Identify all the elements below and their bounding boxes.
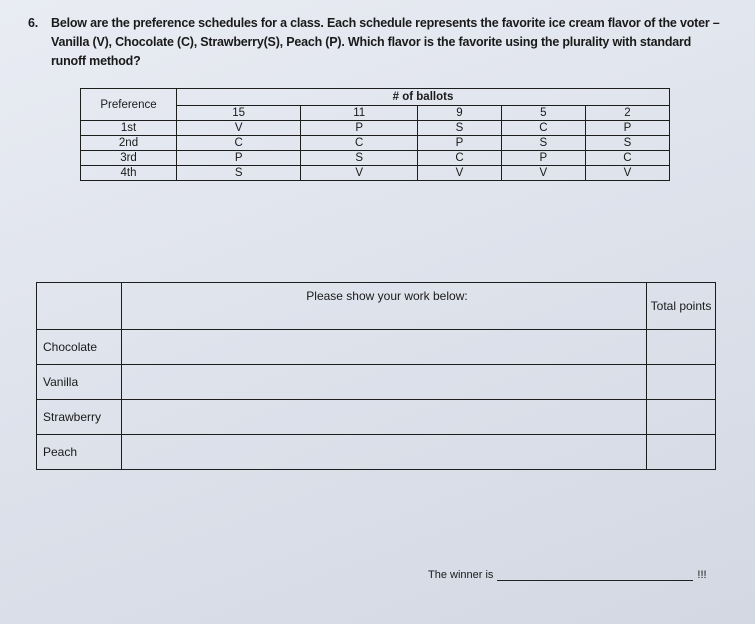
rank-label: 2nd bbox=[81, 136, 177, 151]
question bbox=[28, 14, 728, 71]
work-cell-vanilla[interactable] bbox=[122, 365, 647, 400]
choice-cell: S bbox=[501, 136, 585, 151]
rank-row bbox=[81, 136, 670, 151]
work-cell-strawberry[interactable] bbox=[122, 400, 647, 435]
preference-header: Preference bbox=[81, 89, 177, 121]
rank-label: 4th bbox=[81, 166, 177, 181]
flavor-label-vanilla: Vanilla bbox=[37, 365, 122, 400]
rank-label: 3rd bbox=[81, 151, 177, 166]
choice-cell: S bbox=[418, 121, 502, 136]
choice-cell: V bbox=[418, 166, 502, 181]
choice-cell: S bbox=[177, 166, 301, 181]
flavor-label-peach: Peach bbox=[37, 435, 122, 470]
ballot-count: 9 bbox=[418, 106, 502, 121]
winner-blank[interactable] bbox=[497, 568, 693, 581]
choice-cell: S bbox=[301, 151, 418, 166]
total-cell-vanilla[interactable] bbox=[647, 365, 716, 400]
total-cell-chocolate[interactable] bbox=[647, 330, 716, 365]
ballot-count: 5 bbox=[501, 106, 585, 121]
choice-cell: C bbox=[177, 136, 301, 151]
ballot-count: 15 bbox=[177, 106, 301, 121]
winner-suffix: !!! bbox=[697, 569, 707, 581]
ballot-count: 2 bbox=[585, 106, 669, 121]
total-cell-peach[interactable] bbox=[647, 435, 716, 470]
question-number: 6. bbox=[28, 16, 39, 30]
question-text: Below are the preference schedules for a class. Each schedule represents the favorite ice cream flavor of the voter – Vanilla (V), Chocolate (C), Strawberry(S), Peach (P). Which flavor is the favorite using the plurality with standard runoff method? bbox=[51, 16, 720, 68]
work-cell-peach[interactable] bbox=[122, 435, 647, 470]
choice-cell: C bbox=[501, 121, 585, 136]
rank-label: 1st bbox=[81, 121, 177, 136]
total-cell-strawberry[interactable] bbox=[647, 400, 716, 435]
work-cell-chocolate[interactable] bbox=[122, 330, 647, 365]
choice-cell: V bbox=[177, 121, 301, 136]
rank-row bbox=[81, 151, 670, 166]
winner-label: The winner is bbox=[428, 569, 494, 581]
choice-cell: V bbox=[301, 166, 418, 181]
flavor-label-chocolate: Chocolate bbox=[37, 330, 122, 365]
ballot-count: 11 bbox=[301, 106, 418, 121]
choice-cell: S bbox=[585, 136, 669, 151]
total-points-header: Total points bbox=[647, 283, 716, 330]
choice-cell: P bbox=[301, 121, 418, 136]
blank-corner-cell bbox=[37, 283, 122, 330]
choice-cell: V bbox=[501, 166, 585, 181]
choice-cell: P bbox=[177, 151, 301, 166]
rank-row bbox=[81, 166, 670, 181]
winner-line bbox=[428, 568, 707, 581]
work-table bbox=[36, 282, 716, 470]
choice-cell: V bbox=[585, 166, 669, 181]
choice-cell: P bbox=[418, 136, 502, 151]
choice-cell: P bbox=[585, 121, 669, 136]
rank-row bbox=[81, 121, 670, 136]
ballots-header: # of ballots bbox=[177, 89, 670, 106]
choice-cell: P bbox=[501, 151, 585, 166]
choice-cell: C bbox=[418, 151, 502, 166]
choice-cell: C bbox=[301, 136, 418, 151]
choice-cell: C bbox=[585, 151, 669, 166]
preference-schedule-table bbox=[80, 88, 670, 181]
work-instruction: Please show your work below: bbox=[122, 283, 647, 330]
flavor-label-strawberry: Strawberry bbox=[37, 400, 122, 435]
